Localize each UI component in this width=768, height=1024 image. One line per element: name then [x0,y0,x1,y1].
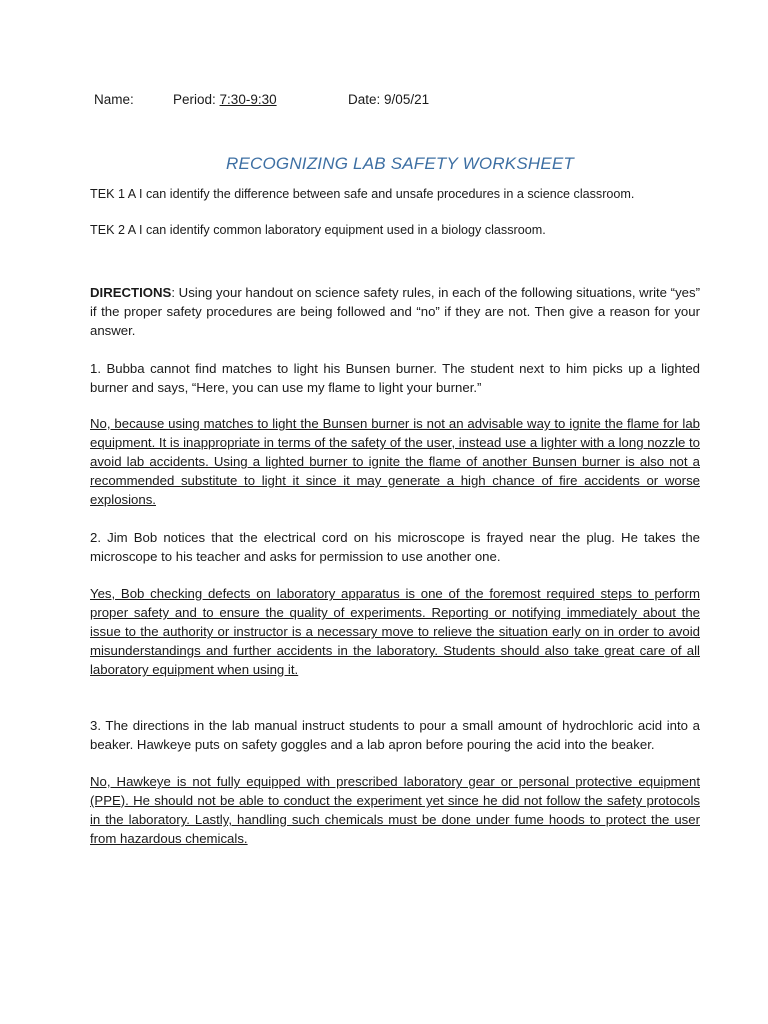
answer-1: No, because using matches to light the Bunsen burner is not an advisable way to ignite the flame for lab equipment. It is inappropriate in terms of the safety of the user, instead use a lighter with a long nozzle to avoid lab accidents. Using a lighted burner to ignite the flame of another Bunsen burner is also not a recommended substitute to light it since it may generate a high chance of fire accidents or worse explosions. [90,416,700,507]
directions-label: DIRECTIONS [90,285,172,300]
question-2: 2. Jim Bob notices that the electrical cord on his microscope is frayed near the plug. He takes the microscope to his teacher and asks for permission to use another one. [90,530,700,564]
worksheet-title: RECOGNIZING LAB SAFETY WORKSHEET [225,154,575,173]
question-3: 3. The directions in the lab manual instruct students to pour a small amount of hydrochloric acid into a beaker. Hawkeye puts on safety goggles and a lab apron before pouring the acid into the beaker. [90,718,700,752]
date-label: Date: [348,92,381,107]
name-label: Name: [94,92,134,107]
date-value: 9/05/21 [384,92,430,107]
period-field [173,92,277,107]
period-value: 7:30-9:30 [219,92,277,107]
date-field [348,92,429,107]
directions-paragraph [90,283,700,340]
tek-objective-2: TEK 2 A I can identify common laboratory equipment used in a biology classroom. [90,223,546,237]
period-label: Period: [173,92,216,107]
header-line [0,92,768,112]
directions-text: : Using your handout on science safety rules, in each of the following situations, write “yes” if the proper safety procedures are being followed and “no” if they are not. Then give a reason for your answer. [90,285,700,338]
tek-objective-1: TEK 1 A I can identify the difference between safe and unsafe procedures in a science classroom. [90,187,635,201]
answer-3: No, Hawkeye is not fully equipped with prescribed laboratory gear or personal protective equipment (PPE). He should not be able to conduct the experiment yet since he did not follow the safety protocols in the laboratory. Lastly, handling such chemicals must be done under fume hoods to protect the user from hazardous chemicals. [90,774,700,846]
question-1: 1. Bubba cannot find matches to light his Bunsen burner. The student next to him picks up a lighted burner and says, “Here, you can use my flame to light your burner.” [90,361,700,395]
answer-2: Yes, Bob checking defects on laboratory apparatus is one of the foremost required steps to perform proper safety and to ensure the quality of experiments. Reporting or notifying immediately about the issue to the authority or instructor is a necessary move to relieve the situation early on in order to avoid misunderstandings and further accidents in the laboratory. Students should also take great care of all laboratory equipment when using it. [90,586,700,677]
